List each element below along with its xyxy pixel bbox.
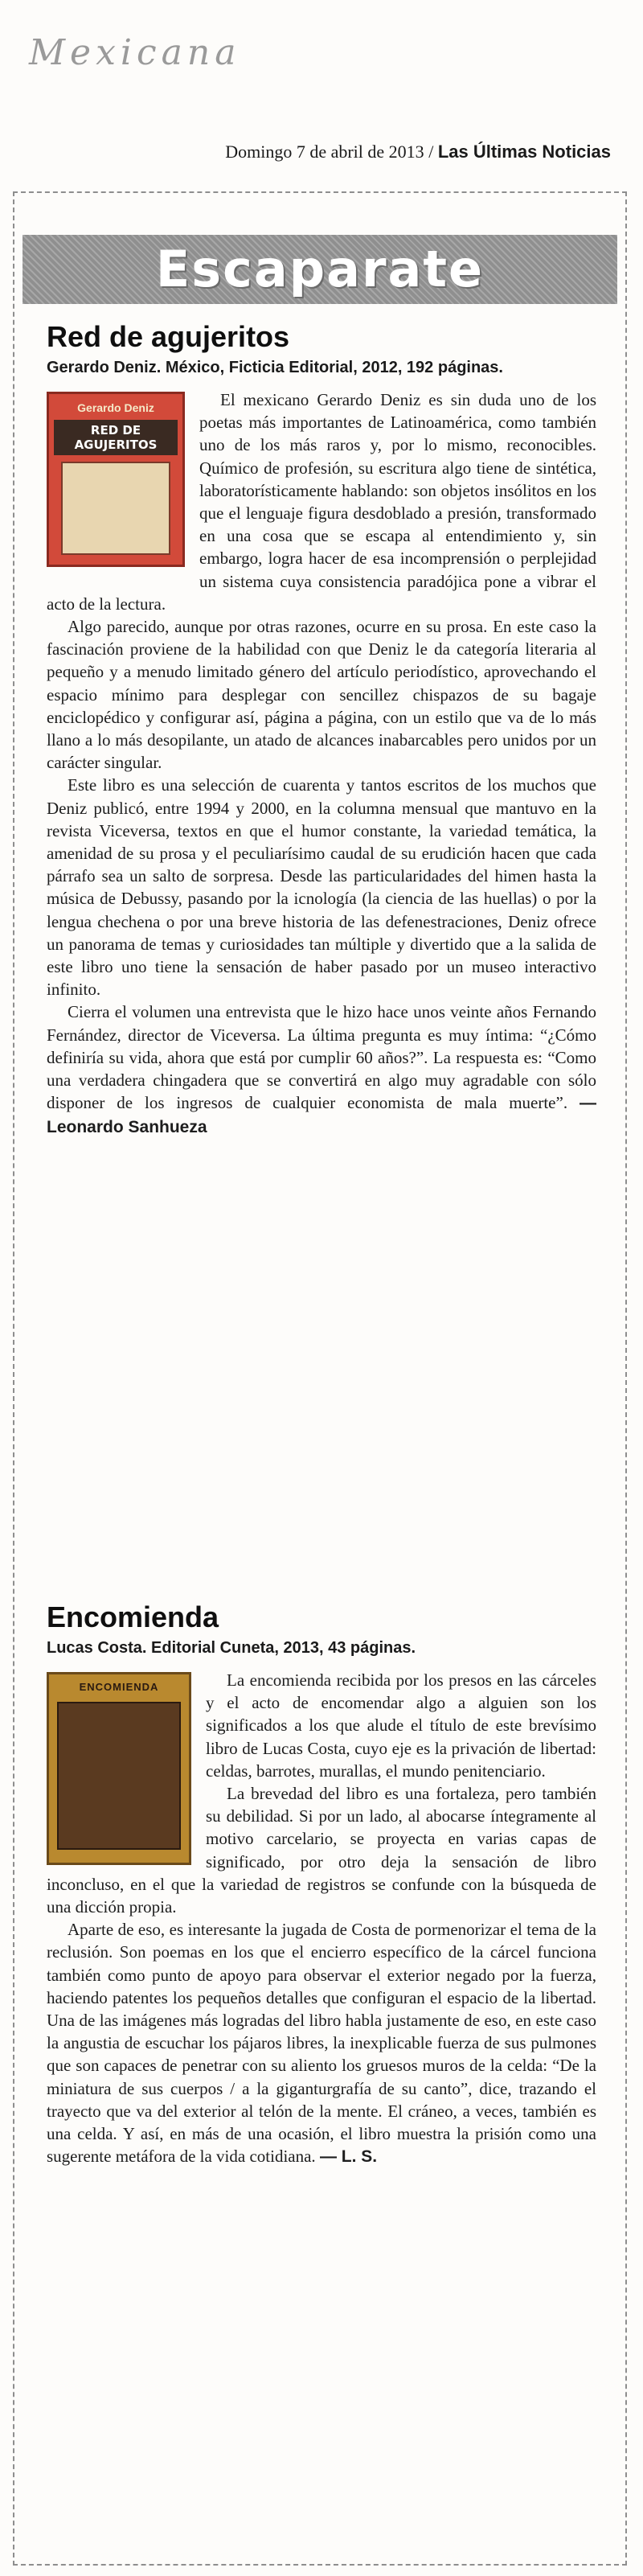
article-signature: — L. S. [319, 2147, 378, 2167]
newspaper-name: Las Últimas Noticias [437, 142, 611, 162]
book-cover-image [47, 392, 185, 567]
review-red-de-agujeritos [47, 320, 596, 1139]
article-paragraph: Algo parecido, aunque por otras razones, ocurre en su prosa. En este caso la fascinación proviene de la habilidad con que Deniz le da categoría literaria al pequeño y a menudo limitado género del artículo periodístico, aprovechando el espacio mínimo para desplegar con sencillez chispazos de su bagaje enciclopédico y configurar así, página a página, con un estilo que va de lo más llano a lo más desopilante, un atado de alcances inabarcables pero unidos por un carácter singular. [47, 617, 596, 773]
article-paragraph: La brevedad del libro es una fortaleza, pero también su debilidad. Si por un lado, al abocarse íntegramente al motivo carcelario, se proyecta en varias capas de significado, por otro deja la sensación de libro inconcluso, en el que la variedad de registros se confunde con la búsqueda de una dicción propia. [47, 1784, 596, 1917]
paragraph-text: Aparte de eso, es interesante la jugada de Costa de pormenorizar el tema de la reclusión. Son poemas en los que el encierro específico de la cárcel funciona también como punto de apoyo para observar el exterior negado por la fuerza, haciendo patentes los pequeños detalles que configuran el espacio de la libertad. Una de las imágenes más logradas del libro habla justamente de eso, en este caso la angustia de escuchar los pájaros libres, la inexplicable fuerza de sus pulmones que son capaces de penetrar con su aliento los gruesos muros de la celda: “De la miniatura de sus cuerpos / a la giganturgrafía de su canto”, dice, trazando el trayecto que va del exterior al telón de la mente. El cráneo, a veces, también es una celda. Y así, en más de una ocasión, el libro muestra la prisión como una sugerente metáfora de la vida cotidiana. [47, 1920, 596, 2167]
issue-date: Domingo 7 de abril de 2013 [225, 142, 424, 162]
cover-title: RED DE AGUJERITOS [54, 420, 178, 455]
article-paragraph: El mexicano Gerardo Deniz es sin duda uno de los poetas más importantes de Latinoamérica, como también uno de los más raros y, por lo mismo, reconocibles. Químico de profesión, su escritura algo tiene de sintética, laboratorísticamente hablando: son objetos insólitos en los que el lenguaje figura desdoblado a presión, transformado en una cosa que se escapa al entendimiento y, sin embargo, logra hacer de esa incomprensión o perplejidad un sistema cuya consistencia paradójica pone a vibrar el acto de la lectura. [47, 390, 596, 614]
article-byline: Lucas Costa. Editorial Cuneta, 2013, 43 páginas. [47, 1639, 416, 1657]
cover-illustration [61, 462, 170, 555]
handwritten-note: Mexicana [29, 32, 241, 73]
article-headline: Encomienda [47, 1600, 219, 1633]
article-paragraph: La encomienda recibida por los presos en las cárceles y el acto de encomendar algo a alguien son los significados a los que alude el título de este brevísimo libro de Lucas Costa, cuyo eje es la privación de libertad: celdas, barrotes, murallas, el mundo penitenciario. [206, 1670, 596, 1781]
cover-author: Gerardo Deniz [77, 401, 154, 414]
article-paragraph [47, 1918, 596, 2168]
article-paragraph: Este libro es una selección de cuarenta y tantos escritos de los muchos que Deniz publicó, entre 1994 y 2000, en la columna mensual que mantuvo en la revista Viceversa, textos en que el humor constante, la variedad temática, la amenidad de su prosa y el peculiarísimo caudal de su erudición hacen que cada párrafo sea un salto de sorpresa. Desde las particularidades del himen hasta la música de Debussy, pasando por la icnología (la ciencia de las huellas) o por la lengua chechena o por una breve historia de las defenestraciones, Deniz ofrece un panorama de temas y curiosidades tan múltiple y divertido que a la salida de este libro uno tiene la sensación de haber pasado por un museo interactivo infinito. [47, 775, 596, 1000]
dateline [32, 142, 611, 162]
article-byline: Gerardo Deniz. México, Ficticia Editorial, 2012, 192 páginas. [47, 359, 503, 376]
review-encomienda [47, 1600, 596, 2168]
book-cover-image [47, 1672, 191, 1865]
cover-title: ENCOMIENDA [79, 1681, 159, 1693]
article-paragraph [47, 1000, 596, 1138]
cover-illustration [57, 1702, 181, 1850]
paragraph-text: Cierra el volumen una entrevista que le hizo hace unos veinte años Fernando Fernández, director de Viceversa. La última pregunta es muy íntima: “¿Cómo definiría su vida, ahora que está por cumplir 60 años?”. La respuesta es: “Como una verdadera chingadera que se convertirá en algo muy agradable con sólo disponer de los ingresos de cualquier economista de mala muerte”. [47, 1002, 596, 1113]
article-signature: — Leonardo Sanhueza [47, 1094, 597, 1136]
article-headline: Red de agujeritos [47, 320, 290, 353]
section-banner [23, 235, 617, 304]
section-title: Escaparate [155, 240, 485, 298]
dateline-separator: / [428, 142, 434, 162]
